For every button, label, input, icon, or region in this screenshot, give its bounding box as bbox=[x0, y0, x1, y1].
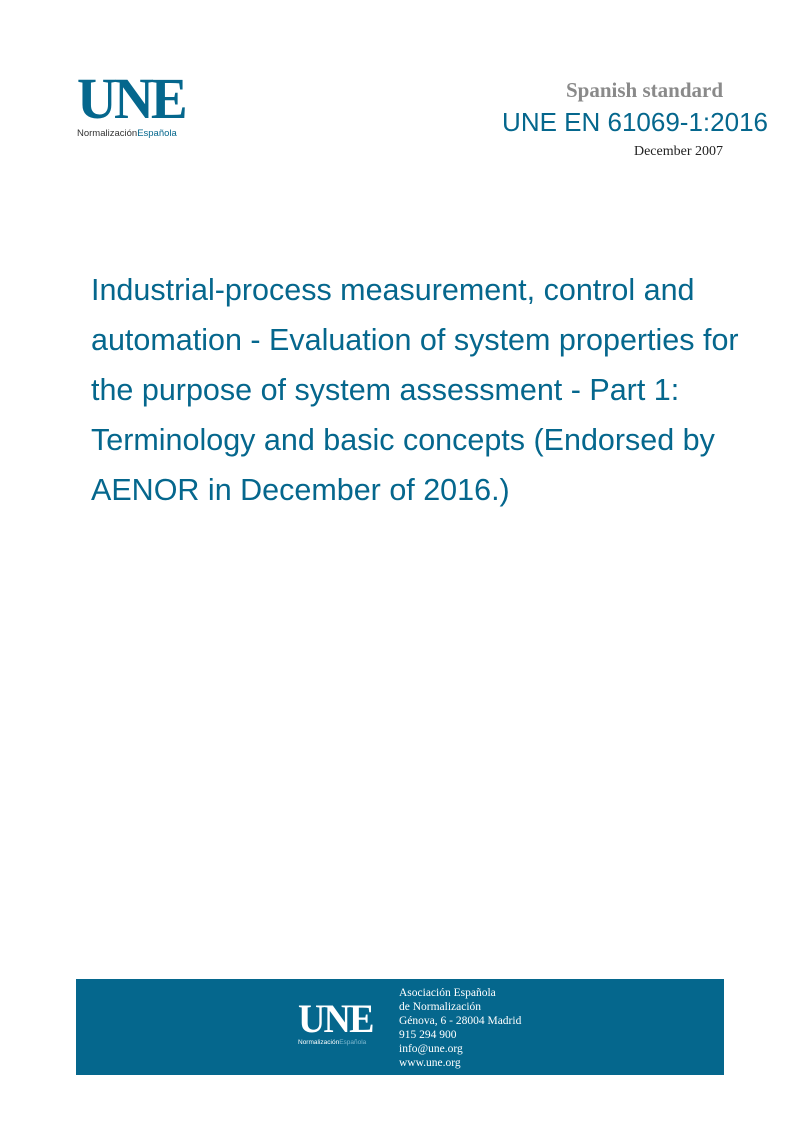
footer-address: Génova, 6 - 28004 Madrid bbox=[399, 1015, 522, 1027]
footer-logo-tag-part2: Española bbox=[339, 1039, 367, 1046]
footer-phone: 915 294 900 bbox=[399, 1029, 457, 1041]
footer-banner bbox=[76, 979, 724, 1075]
une-logo bbox=[77, 66, 197, 139]
footer-org-name-line1: Asociación Española bbox=[399, 987, 496, 999]
standard-code: UNE EN 61069-1:2016 bbox=[502, 107, 768, 137]
footer-logo-mark: UNE bbox=[298, 996, 373, 1041]
document-title: Industrial-process measurement, control and automation - Evaluation of system properties for the purpose of system assessment - Part 1: Terminology and basic concepts (Endorsed by AENOR in December of 2016.) bbox=[91, 273, 739, 507]
standard-header bbox=[502, 78, 768, 160]
footer-email: info@une.org bbox=[399, 1043, 463, 1055]
logo-tag-part1: Normalización bbox=[77, 128, 138, 139]
logo-tag-part2: Española bbox=[137, 128, 177, 139]
footer-logo-tag-part1: Normalización bbox=[298, 1039, 340, 1046]
une-logo-mark: UNE bbox=[77, 66, 185, 131]
standard-date: December 2007 bbox=[633, 144, 723, 159]
footer-contact-info bbox=[399, 986, 521, 1070]
footer-logo bbox=[298, 996, 376, 1046]
standard-type: Spanish standard bbox=[566, 78, 723, 102]
footer-org-name-line2: de Normalización bbox=[399, 1001, 482, 1013]
footer-website: www.une.org bbox=[399, 1057, 461, 1069]
